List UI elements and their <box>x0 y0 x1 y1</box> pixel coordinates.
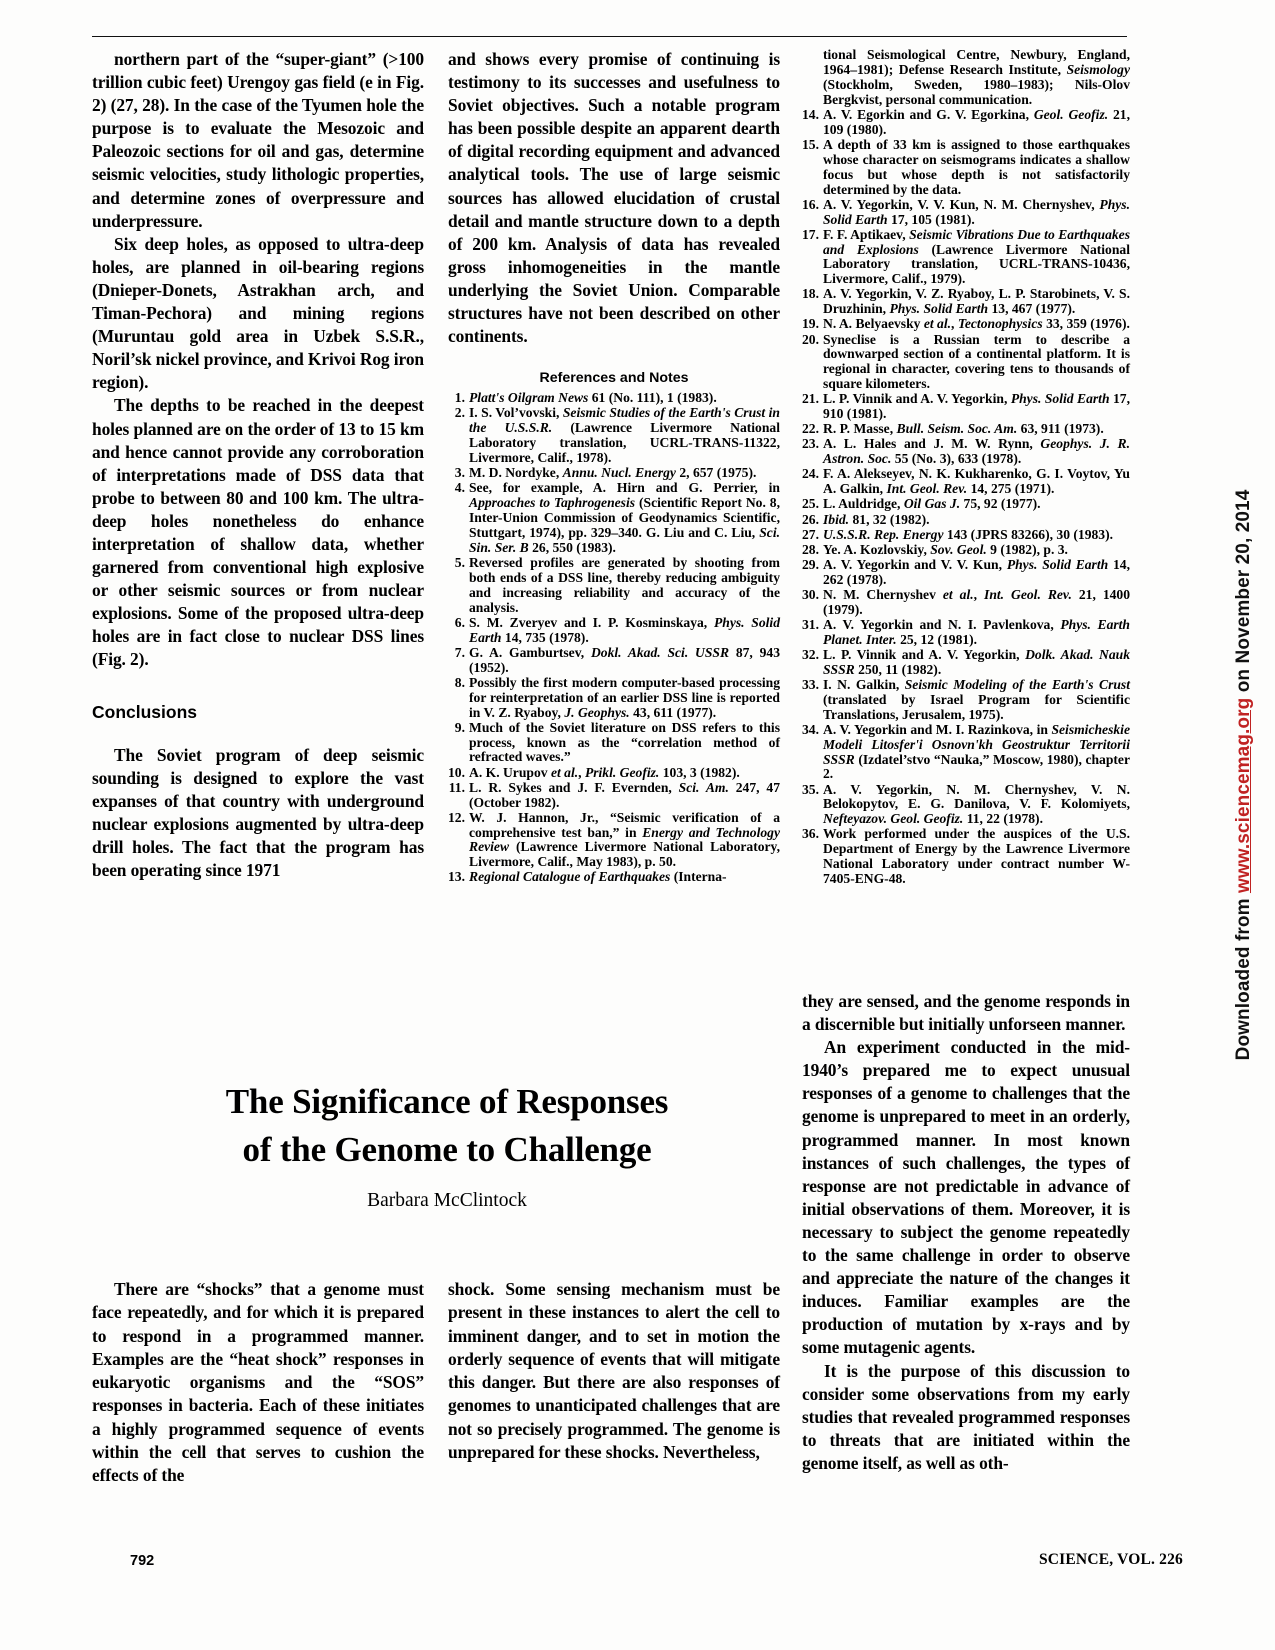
reference-item <box>802 543 1130 558</box>
reference-item <box>448 616 780 646</box>
reference-item <box>802 138 1130 198</box>
reference-text: L. P. Vinnik and A. V. Yegorkin, Dolk. Akad. Nauk SSSR 250, 11 (1982). <box>823 646 1130 677</box>
reference-item <box>448 391 780 406</box>
reference-number: 27. <box>802 526 819 542</box>
reference-text: M. D. Nordyke, Annu. Nucl. Energy 2, 657 (1975). <box>469 465 757 481</box>
reference-text: W. J. Hannon, Jr., “Seismic verification of a comprehensive test ban,” in Energy and Technology Review (Lawrence Livermore National Laboratory, Livermore, Calif., May 1983), p. 50. <box>469 809 780 870</box>
reference-item <box>802 422 1130 437</box>
download-watermark <box>1229 455 1259 1095</box>
reference-item <box>802 48 1130 108</box>
reference-item <box>448 811 780 871</box>
reference-number: 15. <box>802 136 819 152</box>
reference-item <box>448 676 780 721</box>
reference-number: 19. <box>802 316 819 332</box>
reference-item <box>802 108 1130 138</box>
reference-text: See, for example, A. Hirn and G. Perrier, in Approaches to Taphrogenesis (Scientific Report No. 8, Inter-Union Commission of Geodynamics Scientific, Stuttgart, 1974), pp. 329–340. G. Liu and C. Liu, Sci. Sin. Ser. B 26, 550 (1983). <box>469 480 780 555</box>
reference-text: Possibly the first modern computer-based processing for reinterpretation of an earlier DSS line is reported in V. Z. Ryaboy, J. Geophys. 43, 611 (1977). <box>469 674 780 720</box>
reference-text: F. F. Aptikaev, Seismic Vibrations Due to Earthquakes and Explosions (Lawrence Livermore National Laboratory translation, UCRL-TRANS-10436, Livermore, Calif., 1979). <box>823 226 1130 287</box>
paragraph: An experiment conducted in the mid-1940’s prepared me to expect unusual responses of a genome to challenges that the genome is unprepared to meet in an orderly, programmed manner. In most known instances of such challenges, the types of response are not predictable in advance of initial observations of them. Moreover, it is necessary to subject the genome repeatedly to the same challenge in order to observe and appreciate the nature of the changes it induces. Familiar examples are the production of mutation by x-rays and by some mutagenic agents. <box>802 1037 1130 1358</box>
article2-author: Barbara McClintock <box>367 1190 527 1211</box>
download-suffix: on November 20, 2014 <box>1233 489 1254 698</box>
article1-column-2 <box>448 48 780 886</box>
reference-number: 6. <box>454 614 465 630</box>
reference-text: A. V. Yegorkin, N. M. Chernyshev, V. N. Belokopytov, E. G. Danilova, V. F. Kolomiyets, Nefteyazov. Geol. Geofiz. 11, 22 (1978). <box>823 781 1130 827</box>
reference-number: 9. <box>454 719 465 735</box>
reference-item <box>802 317 1130 332</box>
reference-item <box>802 198 1130 228</box>
reference-number: 30. <box>802 586 819 602</box>
reference-number: 23. <box>802 436 819 452</box>
reference-text: F. A. Alekseyev, N. K. Kukharenko, G. I. Voytov, Yu A. Galkin, Int. Geol. Rev. 14, 275 (1971). <box>823 466 1130 497</box>
reference-text: L. P. Vinnik and A. V. Yegorkin, Phys. Solid Earth 17, 910 (1981). <box>823 391 1130 422</box>
reference-text: A. K. Urupov et al., Prikl. Geofiz. 103, 3 (1982). <box>469 764 740 780</box>
reference-text: A. L. Hales and J. M. W. Rynn, Geophys. J. R. Astron. Soc. 55 (No. 3), 633 (1978). <box>823 436 1130 467</box>
reference-text: I. S. Vol’vovski, Seismic Studies of the Earth's Crust in the U.S.S.R. (Lawrence Livermore National Laboratory translation, UCRL-TRANS-11322, Livermore, Calif., 1978). <box>469 405 780 466</box>
reference-number: 13. <box>448 869 465 885</box>
reference-text: A. V. Egorkin and G. V. Egorkina, Geol. Geofiz. 21, 109 (1980). <box>823 106 1130 137</box>
paragraph: The depths to be reached in the deepest holes planned are on the order of 13 to 15 km and hence cannot provide any corroboration of interpretations made of DSS data that probe to between 80 and 100 km. The ultra-deep holes nonetheless do enhance interpretation of shallow data, whether garnered from conventional high explosive or other seismic sources or from nuclear explosions. Some of the proposed ultra-deep holes are in fact close to nuclear DSS lines (Fig. 2). <box>92 395 424 670</box>
reference-number: 7. <box>454 644 465 660</box>
reference-text: Reversed profiles are generated by shooting from both ends of a DSS line, thereby reducing ambiguity and increasing reliability and accuracy of the analysis. <box>469 554 780 615</box>
reference-number: 32. <box>802 646 819 662</box>
article1-column-3 <box>802 48 1130 887</box>
reference-number: 17. <box>802 226 819 242</box>
references-heading: References and Notes <box>539 370 689 387</box>
reference-number: 1. <box>454 390 465 406</box>
reference-number: 26. <box>802 511 819 527</box>
journal-citation: SCIENCE, VOL. 226 <box>1038 1551 1183 1568</box>
reference-number: 22. <box>802 421 819 437</box>
reference-number: 24. <box>802 466 819 482</box>
reference-number: 33. <box>802 676 819 692</box>
paragraph: shock. Some sensing mechanism must be present in these instances to alert the cell to imminent danger, and to set in motion the orderly sequence of events that will mitigate this danger. But there are also responses of genomes to unanticipated challenges that are not so precisely programmed. The genome is unprepared for these shocks. Nevertheless, <box>448 1279 780 1463</box>
article2-title-line1: The Significance of Responses <box>225 1082 669 1121</box>
reference-number: 16. <box>802 196 819 212</box>
reference-text: Ye. A. Kozlovskiy, Sov. Geol. 9 (1982), p. 3. <box>823 541 1068 557</box>
reference-number: 35. <box>802 781 819 797</box>
reference-item <box>802 588 1130 618</box>
sciencemag-link[interactable]: www.sciencemag.org <box>1233 697 1254 894</box>
article2-body <box>92 1278 1130 1510</box>
reference-text: A. V. Yegorkin and M. I. Razinkova, in Seismicheskie Modeli Litosfer'i Osnovn'kh Geostruktur Territorii SSSR (Izdatel’stvo “Nauka,” Moscow, 1980), chapter 2. <box>823 721 1130 782</box>
reference-list-column-3 <box>802 48 1130 887</box>
page-number: 792 <box>130 1553 155 1569</box>
top-divider-rule <box>92 36 1127 37</box>
reference-text: A. V. Yegorkin, V. V. Kun, N. M. Chernyshev, Phys. Solid Earth 17, 105 (1981). <box>823 196 1130 227</box>
reference-text: A. V. Yegorkin and N. I. Pavlenkova, Phys. Earth Planet. Inter. 25, 12 (1981). <box>823 616 1130 647</box>
reference-text: Platt's Oilgram News 61 (No. 111), 1 (1983). <box>469 390 717 406</box>
reference-text: Syneclise is a Russian term to describe a downwarped section of a continental platform. It is regional in character, covering tens to thousands of square kilometers. <box>823 331 1130 392</box>
reference-item <box>802 618 1130 648</box>
reference-text: N. A. Belyaevsky et al., Tectonophysics 33, 359 (1976). <box>823 316 1130 332</box>
paragraph: Six deep holes, as opposed to ultra-deep holes, are planned in oil-bearing regions (Dnieper-Donets, Astrakhan arch, and Timan-Pechora) and mining regions (Muruntau gold area in Uzbek S.S.R., Noril’sk nickel province, and Krivoi Rog iron region). <box>92 233 424 393</box>
reference-item <box>802 558 1130 588</box>
reference-text: Ibid. 81, 32 (1982). <box>823 511 930 527</box>
reference-item <box>448 406 780 466</box>
reference-number: 28. <box>802 541 819 557</box>
reference-item <box>802 228 1130 288</box>
article2-column-2 <box>448 1278 780 1464</box>
reference-text: Regional Catalogue of Earthquakes (Interna- <box>469 869 727 885</box>
reference-item <box>802 783 1130 828</box>
reference-number: 36. <box>802 826 819 842</box>
reference-text: Work performed under the auspices of the U.S. Department of Energy by the Lawrence Livermore National Laboratory under contract number W-7405-ENG-48. <box>823 826 1130 887</box>
reference-number: 31. <box>802 616 819 632</box>
reference-item <box>802 513 1130 528</box>
reference-item <box>448 466 780 481</box>
reference-item <box>448 481 780 556</box>
reference-number: 3. <box>454 465 465 481</box>
reference-number: 20. <box>802 331 819 347</box>
conclusions-heading: Conclusions <box>92 701 198 722</box>
reference-number: 8. <box>454 674 465 690</box>
reference-item <box>802 287 1130 317</box>
reference-item <box>802 678 1130 723</box>
reference-number: 34. <box>802 721 819 737</box>
reference-text: L. R. Sykes and J. F. Evernden, Sci. Am. 247, 47 (October 1982). <box>469 779 781 810</box>
paragraph: There are “shocks” that a genome must face repeatedly, and for which it is prepared to respond in a programmed manner. Examples are the “heat shock” responses in eukaryotic organisms and the “SOS” responses in bacteria. Each of these initiates a highly programmed sequence of events within the cell that serves to cushion the effects of the <box>92 1279 424 1486</box>
reference-number: 29. <box>802 556 819 572</box>
reference-text: A. V. Yegorkin and V. V. Kun, Phys. Solid Earth 14, 262 (1978). <box>823 556 1130 587</box>
reference-text: N. M. Chernyshev et al., Int. Geol. Rev. 21, 1400 (1979). <box>823 586 1131 617</box>
reference-number: 12. <box>448 809 465 825</box>
reference-text: U.S.S.R. Rep. Energy 143 (JPRS 83266), 30 (1983). <box>823 526 1114 542</box>
reference-item <box>448 766 780 781</box>
reference-list-column-2 <box>448 391 780 885</box>
reference-item <box>802 437 1130 467</box>
reference-number: 10. <box>448 764 465 780</box>
reference-item <box>802 497 1130 512</box>
paragraph: The Soviet program of deep seismic sounding is designed to explore the vast expanses of that country with underground nuclear explosions augmented by ultra-deep drill holes. The fact that the program has been operating since 1971 <box>92 744 424 880</box>
article1-column-1 <box>92 48 424 882</box>
reference-item <box>448 556 780 616</box>
reference-text: Much of the Soviet literature on DSS refers to this process, known as the “correlation method of refracted waves.” <box>469 719 780 765</box>
reference-item <box>448 646 780 676</box>
reference-number: 14. <box>802 106 819 122</box>
paragraph: It is the purpose of this discussion to consider some observations from my early studies that revealed programmed responses to threats that are initiated within the genome itself, as well as oth- <box>802 1360 1130 1473</box>
paragraph: and shows every promise of continuing is testimony to its successes and usefulness to Soviet objectives. Such a notable program has been possible despite an apparent dearth of digital recording equipment and advanced analytical tools. The use of large seismic sources has allowed elucidation of crustal detail and mantle structure down to a depth of 200 km. Analysis of data has revealed gross inhomogeneities in the mantle underlying the Soviet Union. Comparable structures have not been described on other continents. <box>448 49 780 347</box>
reference-item <box>448 781 780 811</box>
download-watermark-text <box>1233 490 1255 1061</box>
reference-text: L. Auldridge, Oil Gas J. 75, 92 (1977). <box>823 496 1041 512</box>
article2-title <box>92 1078 802 1174</box>
reference-item <box>802 467 1130 497</box>
download-prefix: Downloaded from <box>1233 893 1254 1061</box>
reference-item <box>802 528 1130 543</box>
reference-item <box>802 392 1130 422</box>
paragraph: northern part of the “super-giant” (>100 trillion cubic feet) Urengoy gas field (e in Fig. 2) (27, 28). In the case of the Tyumen hole the purpose is to evaluate the Mesozoic and Paleozoic sections for oil and gas, determine seismic velocities, study lithologic properties, and determine zones of overpressure and underpressure. <box>92 49 424 231</box>
reference-number: 2. <box>454 405 465 421</box>
reference-item <box>802 648 1130 678</box>
reference-item <box>802 333 1130 393</box>
reference-item <box>802 723 1130 783</box>
reference-text: I. N. Galkin, Seismic Modeling of the Earth's Crust (translated by Israel Program for Scientific Translations, Jerusalem, 1975). <box>823 676 1130 722</box>
reference-item <box>448 870 780 885</box>
reference-item <box>448 721 780 766</box>
reference-number: 18. <box>802 286 819 302</box>
reference-text: A. V. Yegorkin, V. Z. Ryaboy, L. P. Starobinets, V. S. Druzhinin, Phys. Solid Earth 13, 467 (1977). <box>823 286 1130 317</box>
reference-number: 21. <box>802 391 819 407</box>
reference-text: A depth of 33 km is assigned to those earthquakes whose character on seismograms indicates a shallow focus but whose depth is not satisfactorily determined by the data. <box>823 136 1130 197</box>
paragraph: they are sensed, and the genome responds in a discernible but initially unforseen manner. <box>802 991 1130 1035</box>
reference-number: 4. <box>454 480 465 496</box>
reference-text: S. M. Zveryev and I. P. Kosminskaya, Phys. Solid Earth 14, 735 (1978). <box>469 614 780 645</box>
reference-text: R. P. Masse, Bull. Seism. Soc. Am. 63, 911 (1973). <box>823 421 1104 437</box>
article2-title-line2: of the Genome to Challenge <box>242 1130 652 1169</box>
reference-item <box>802 827 1130 887</box>
article2-column-1 <box>92 1278 424 1488</box>
reference-number: 5. <box>454 554 465 570</box>
reference-text: G. A. Gamburtsev, Dokl. Akad. Sci. USSR 87, 943 (1952). <box>469 644 780 675</box>
reference-number: 11. <box>448 779 465 795</box>
reference-text: tional Seismological Centre, Newbury, England, 1964–1981); Defense Research Institute, Seismology (Stockholm, Sweden, 1980–1983); Nils-Olov Bergkvist, personal communication. <box>823 47 1130 107</box>
reference-number: 25. <box>802 496 819 512</box>
